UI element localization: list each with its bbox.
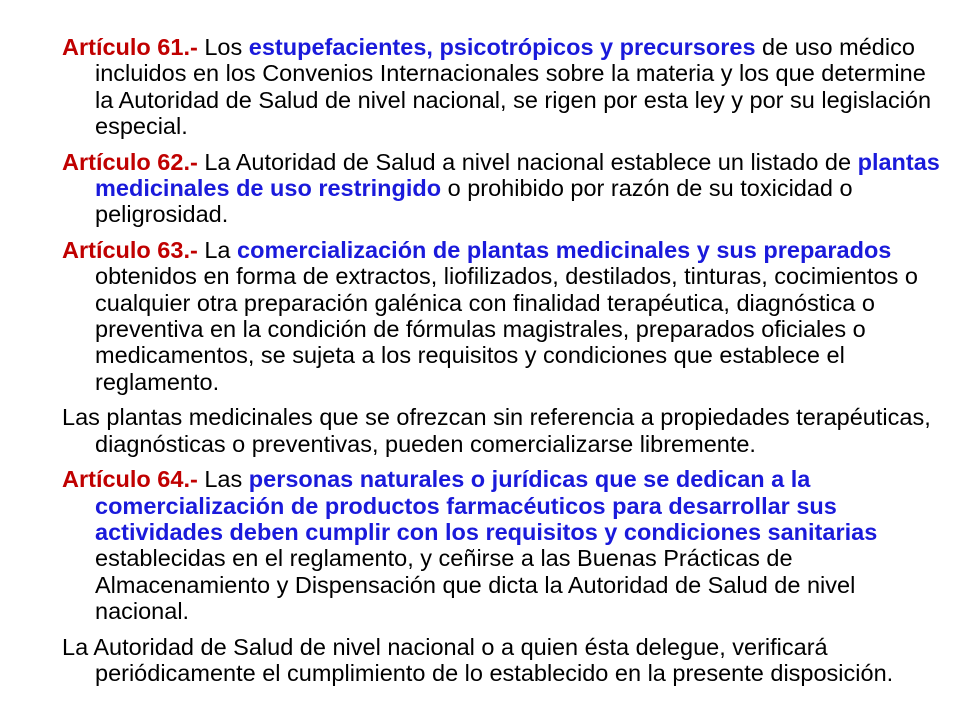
paragraph-autoridad-verificacion bbox=[62, 634, 948, 687]
paragraph-text: La bbox=[197, 236, 238, 263]
article-label: Artículo 63.- bbox=[62, 236, 198, 263]
paragraph-article-64 bbox=[62, 466, 948, 624]
paragraph-text: o prohibido por razón de su toxicidad o peligrosidad. bbox=[95, 175, 853, 228]
highlighted-phrase: estupefacientes, psicotrópicos y precursores bbox=[248, 34, 756, 60]
paragraph-text: de uso médico incluidos en los Convenios Internacionales sobre la materia y los que determine la Autoridad de Salud de nivel nacional, se rigen por esta ley y por su legislación especial. bbox=[95, 34, 932, 140]
article-label: Artículo 61.- bbox=[62, 34, 198, 60]
paragraph-text: Las bbox=[197, 466, 249, 493]
paragraph-text: La Autoridad de Salud de nivel nacional o a quien ésta delegue, verificará periódicamente el cumplimiento de lo establecido en la presente disposición. bbox=[62, 633, 894, 686]
paragraph-article-62 bbox=[62, 149, 948, 228]
document-body bbox=[62, 34, 948, 695]
paragraph-article-61 bbox=[62, 34, 948, 140]
paragraph-text: Los bbox=[197, 34, 249, 60]
highlighted-phrase: comercialización de plantas medicinales y sus preparados bbox=[237, 236, 892, 263]
paragraph-text: establecidas en el reglamento, y ceñirse a las Buenas Prácticas de Almacenamiento y Dispensación que dicta la Autoridad de Salud de nivel nacional. bbox=[95, 545, 856, 625]
paragraph-text: La Autoridad de Salud a nivel nacional establece un listado de bbox=[197, 148, 858, 175]
highlighted-phrase: personas naturales o jurídicas que se dedican a la comercialización de productos farmacéuticos para desarrollar sus actividades deben cumplir con los requisitos y condiciones sanitarias bbox=[95, 466, 878, 545]
paragraph-plantas-medicinales bbox=[62, 404, 948, 457]
article-label: Artículo 64.- bbox=[62, 466, 198, 493]
paragraph-article-63 bbox=[62, 237, 948, 395]
article-label: Artículo 62.- bbox=[62, 148, 198, 175]
paragraph-text: Las plantas medicinales que se ofrezcan sin referencia a propiedades terapéuticas, diagnósticas o preventivas, pueden comercializarse libremente. bbox=[62, 404, 931, 457]
paragraph-text: obtenidos en forma de extractos, liofilizados, destilados, tinturas, cocimientos o cualquier otra preparación galénica con finalidad terapéutica, diagnóstica o preventiva en la condición de fórmulas magistrales, preparados oficiales o medicamentos, se sujeta a los requisitos y condiciones que establece el reglamento. bbox=[95, 263, 918, 395]
highlighted-phrase: plantas medicinales de uso restringido bbox=[95, 148, 940, 202]
